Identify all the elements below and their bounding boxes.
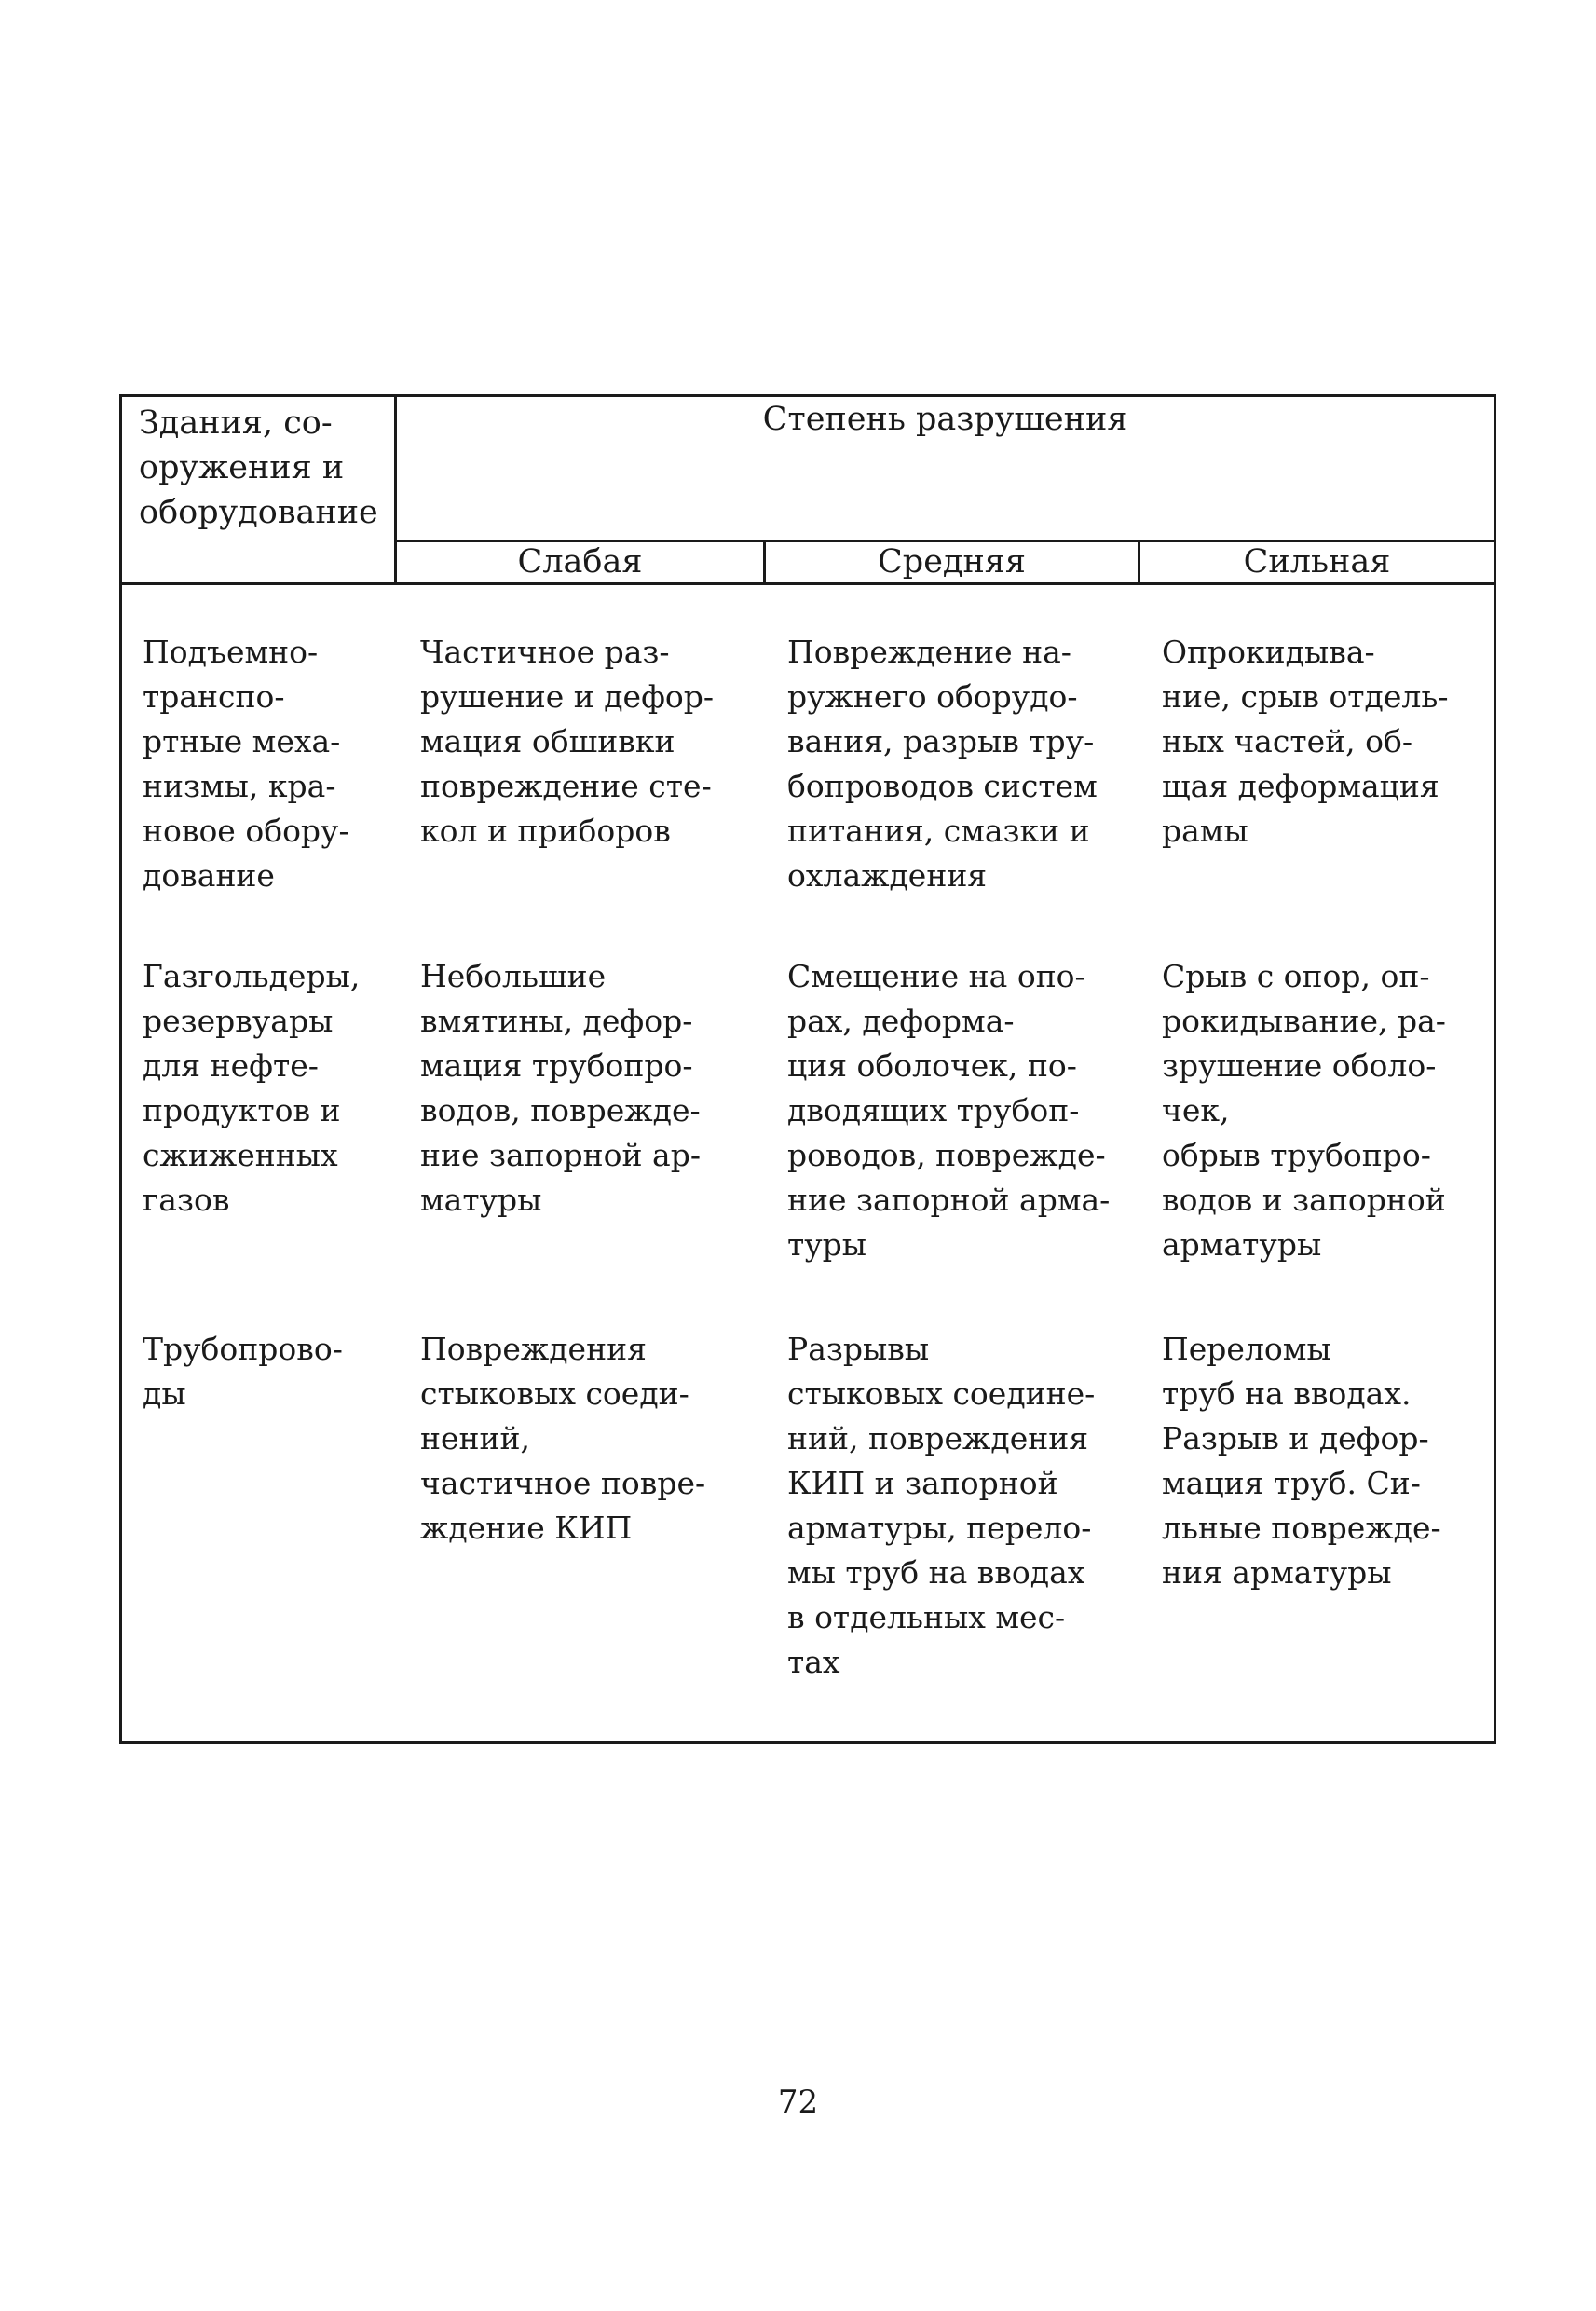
row-1-medium: Повреждение на- ружнего оборудо- вания, разрыв тру- бопроводов систем питания, смазки и охлаждения: [787, 634, 1098, 894]
header-level-weak: Слабая: [517, 543, 643, 581]
row-2-medium: Смещение на опо- рах, деформа- ция оболочек, по- дводящих трубоп- роводов, поврежде- ние запорной арма- туры: [787, 958, 1111, 1263]
header-group-title: Степень разрушения: [762, 401, 1128, 438]
row-3-weak: Повреждения стыковых соеди- нений, частичное повре- ждение КИП: [420, 1331, 706, 1546]
row-2-object: Газгольдеры, резервуары для нефте- продуктов и сжиженных газов: [143, 958, 361, 1218]
row-1-strong: Опрокидыва- ние, срыв отдель- ных частей, об- щая деформация рамы: [1162, 634, 1449, 849]
row-1-weak: Частичное раз- рушение и дефор- мация обшивки повреждение сте- кол и приборов: [420, 634, 715, 849]
row-2-weak: Небольшие вмятины, дефор- мация трубопро- водов, поврежде- ние запорной ар- матуры: [420, 958, 701, 1218]
row-2-strong: Срыв с опор, оп- рокидывание, ра- зрушение оболо- чек, обрыв трубопро- водов и запорной арматуры: [1162, 958, 1446, 1263]
header-object-column: Здания, со- оружения и оборудование: [139, 404, 378, 531]
row-1-object: Подъемно- транспо- ртные меха- низмы, кра- новое обору- дование: [143, 634, 349, 894]
page-number: 72: [777, 2084, 819, 2121]
header-level-medium: Средняя: [878, 543, 1026, 581]
header-level-strong: Сильная: [1243, 543, 1391, 581]
row-3-strong: Переломы труб на вводах. Разрыв и дефор- мация труб. Си- льные поврежде- ния арматуры: [1162, 1331, 1441, 1591]
row-3-medium: Разрывы стыковых соедине- ний, повреждения КИП и запорной арматуры, перело- мы труб на вводах в отдельных мес- тах: [787, 1331, 1096, 1680]
damage-table: [119, 394, 1496, 1744]
row-3-object: Трубопрово- ды: [143, 1331, 343, 1412]
